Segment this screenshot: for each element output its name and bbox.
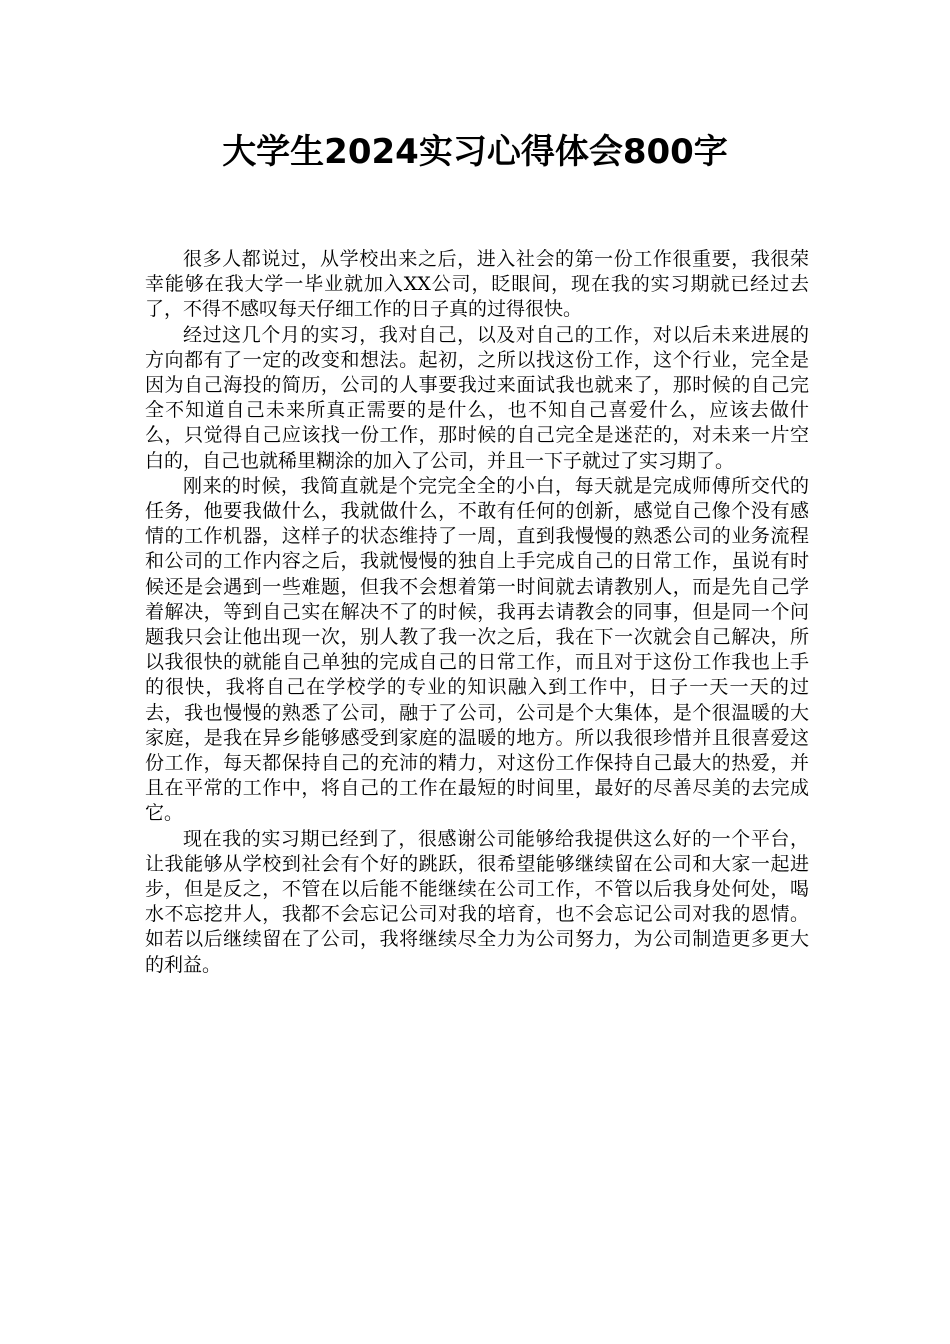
paragraph: 现在我的实习期已经到了，很感谢公司能够给我提供这么好的一个平台，让我能够从学校到社会有个好的跳跃，很希望能够继续留在公司和大家一起进步，但是反之，不管在以后能不能继续在公司工作，不管以后我身处何处，喝水不忘挖井人，我都不会忘记公司对我的培育，也不会忘记公司对我的恩情。如若以后继续留在了公司，我将继续尽全力为公司努力，为公司制造更多更大的利益。: [145, 827, 809, 976]
paragraph: 经过这几个月的实习，我对自己，以及对自己的工作，对以后未来进展的方向都有了一定的改变和想法。起初，之所以找这份工作，这个行业，完全是因为自己海投的简历，公司的人事要我过来面试我也就来了，那时候的自己完全不知道自己未来所真正需要的是什么，也不知自己喜爱什么，应该去做什么，只觉得自己应该找一份工作，那时候的自己完全是迷茫的，对未来一片空白的，自己也就稀里糊涂的加入了公司，并且一下子就过了实习期了。: [145, 323, 809, 472]
document-body: [145, 247, 809, 978]
paragraph: 很多人都说过，从学校出来之后，进入社会的第一份工作很重要，我很荣幸能够在我大学一毕业就加入XX公司，眨眼间，现在我的实习期就已经过去了，不得不感叹每天仔细工作的日子真的过得很快。: [145, 248, 809, 321]
document-title: 大学生2024实习心得体会800字: [222, 132, 728, 172]
paragraph: 刚来的时候，我简直就是个完完全全的小白，每天就是完成师傅所交代的任务，他要我做什么，我就做什么，不敢有任何的创新，感觉自己像个没有感情的工作机器，这样子的状态维持了一周，直到我慢慢的熟悉公司的业务流程和公司的工作内容之后，我就慢慢的独自上手完成自己的日常工作，虽说有时候还是会遇到一些难题，但我不会想着第一时间就去请教别人，而是先自己学着解决，等到自己实在解决不了的时候，我再去请教会的同事，但是同一个问题我只会让他出现一次，别人教了我一次之后，我在下一次就会自己解决，所以我很快的就能自己单独的完成自己的日常工作，而且对于这份工作我也上手的很快，我将自己在学校学的专业的知识融入到工作中，日子一天一天的过去，我也慢慢的熟悉了公司，融于了公司，公司是个大集体，是个很温暖的大家庭，是我在异乡能够感受到家庭的温暖的地方。所以我很珍惜并且很喜爱这份工作，每天都保持自己的充沛的精力，对这份工作保持自己最大的热爱，并且在平常的工作中，将自己的工作在最短的时间里，最好的尽善尽美的去完成它。: [145, 474, 809, 825]
